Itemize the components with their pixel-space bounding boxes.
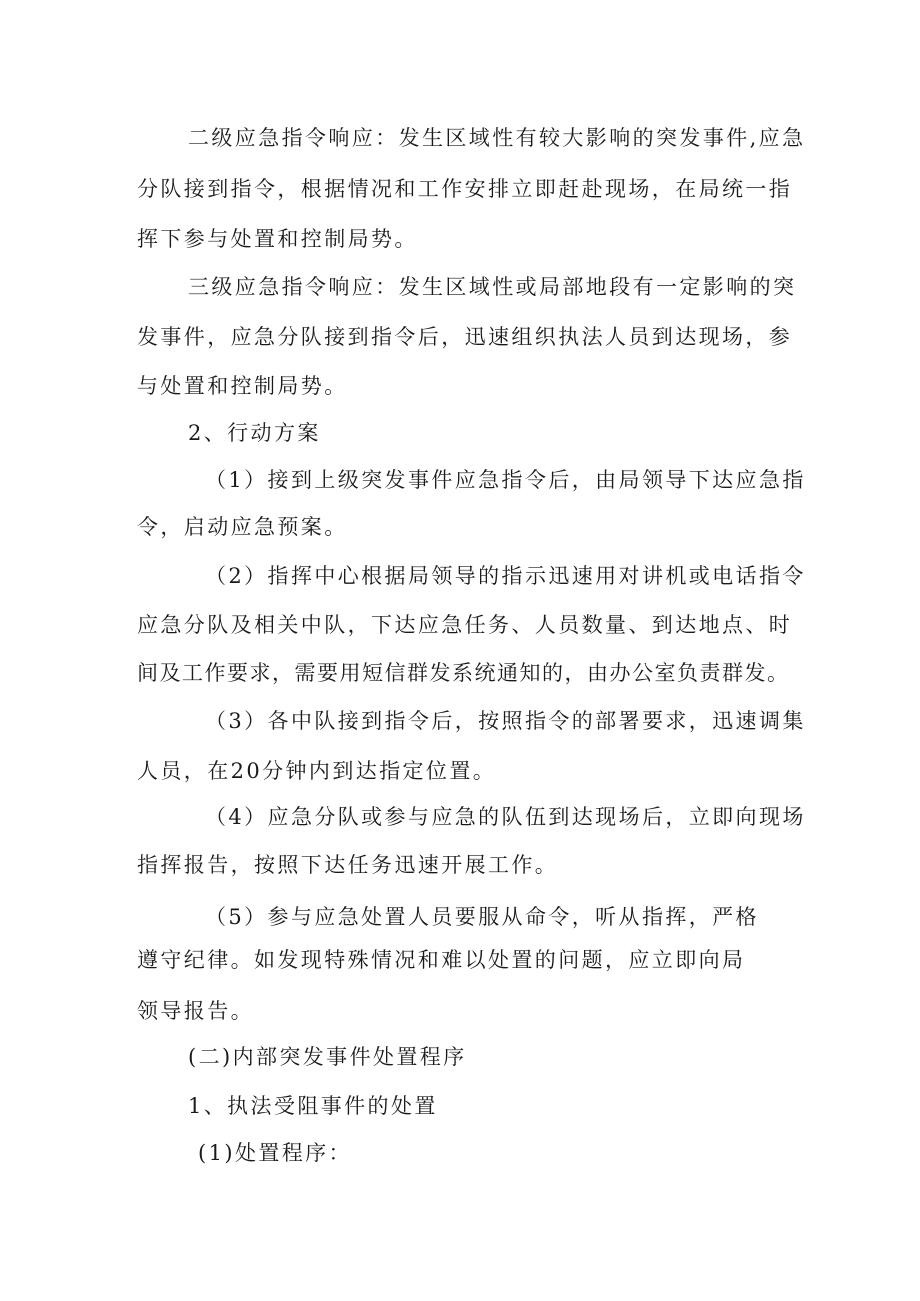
list-item-line: （5）参与应急处置人员要服从命令，听从指挥，严格 <box>205 905 759 929</box>
list-item-line: 领导报告。 <box>137 999 254 1023</box>
list-item-line: 人员，在20分钟内到达指定位置。 <box>137 759 497 783</box>
paragraph-line: 二级应急指令响应：发生区域性有较大影响的突发事件,应急 <box>188 126 806 150</box>
sub-heading: (1)处置程序： <box>198 1141 352 1165</box>
list-item-line: 令，启动应急预案。 <box>137 515 348 539</box>
paragraph-line: 三级应急指令响应：发生区域性或局部地段有一定影响的突 <box>188 275 797 299</box>
list-item-line: 指挥报告，按照下达任务迅速开展工作。 <box>137 853 559 877</box>
list-item-line: （3）各中队接到指令后，按照指令的部署要求，迅速调集 <box>205 709 806 733</box>
paragraph-line: 发事件，应急分队接到指令后，迅速组织执法人员到达现场，参 <box>137 325 793 349</box>
section-heading: 2、行动方案 <box>188 421 321 445</box>
list-item-line: 遵守纪律。如发现特殊情况和难以处置的问题，应立即向局 <box>137 948 746 972</box>
section-heading: (二)内部突发事件处置程序 <box>188 1045 467 1069</box>
paragraph-line: 与处置和控制局势。 <box>137 374 348 398</box>
list-item-line: （2）指挥中心根据局领导的指示迅速用对讲机或电话指令 <box>205 564 806 588</box>
paragraph-line: 挥下参与处置和控制局势。 <box>137 227 418 251</box>
paragraph-line: 分队接到指令，根据情况和工作安排立即赶赴现场，在局统一指 <box>137 177 793 201</box>
sub-heading: 1、执法受阻事件的处置 <box>188 1094 438 1118</box>
list-item-line: （1）接到上级突发事件应急指令后，由局领导下达应急指 <box>205 468 806 492</box>
list-item-line: 应急分队及相关中队，下达应急任务、人员数量、到达地点、时 <box>137 613 793 637</box>
list-item-line: 间及工作要求，需要用短信群发系统通知的，由办公室负责群发。 <box>137 661 790 685</box>
list-item-line: （4）应急分队或参与应急的队伍到达现场后，立即向现场 <box>205 805 806 829</box>
